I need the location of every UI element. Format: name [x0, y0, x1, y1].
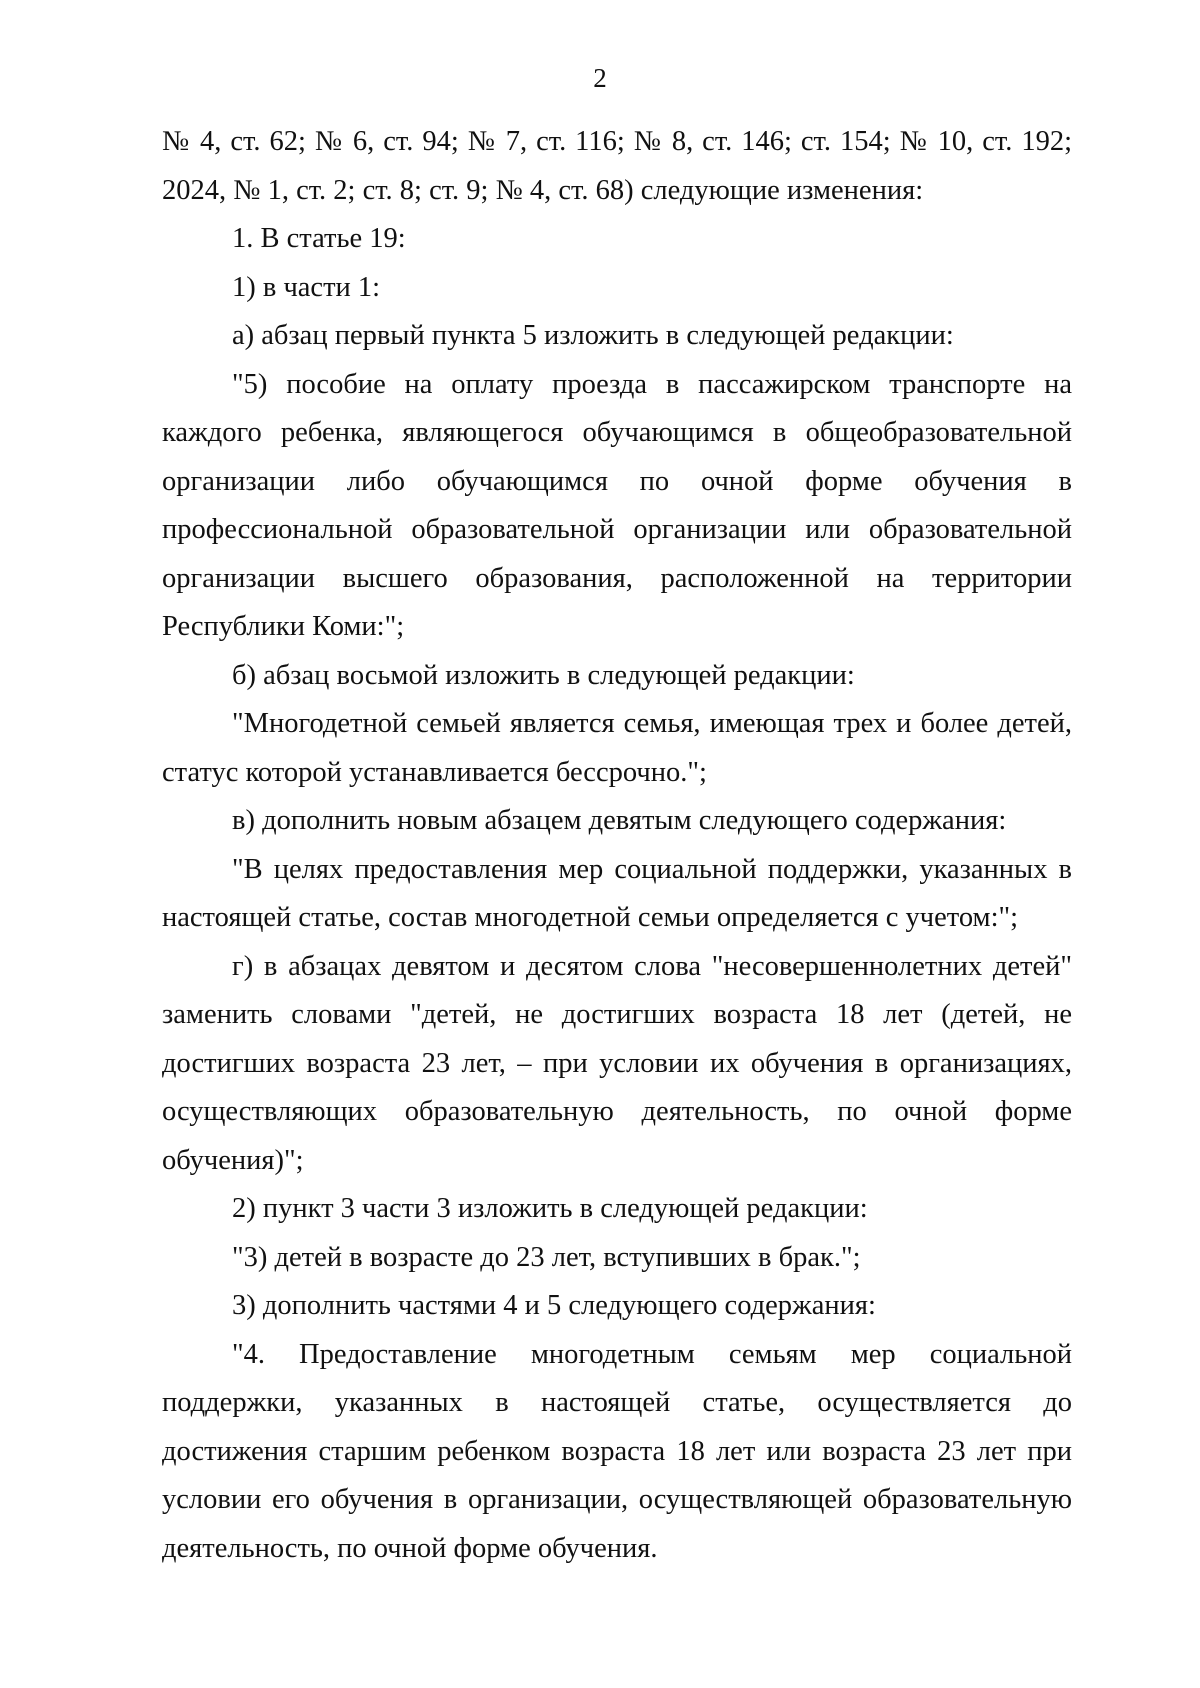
paragraph-legal-references: № 4, ст. 62; № 6, ст. 94; № 7, ст. 116; № 8, ст. 146; ст. 154; № 10, ст. 192; 2024, № 1, ст. 2; ст. 8; ст. 9; № 4, ст. 68) следующие изменения: [162, 126, 1072, 206]
paragraph-part-1: 1) в части 1: [232, 271, 381, 303]
document-body [162, 118, 1072, 1573]
page-number: 2 [593, 63, 607, 93]
paragraph-quoted-item-5: "5) пособие на оплату проезда в пассажирском транспорте на каждого ребенка, являющегося обучающимся в общеобразовательной организации либо обучающимся по очной форме обучения в профессиональной образовательной организации или образовательной организации высшего образования, расположенной на территории Республики Коми:"; [162, 368, 1072, 642]
paragraph-parts-4-5: 3) дополнить частями 4 и 5 следующего содержания: [232, 1290, 876, 1321]
paragraph-item-a: а) абзац первый пункта 5 изложить в следующей редакции: [232, 320, 954, 351]
paragraph-part-3-item-3: 2) пункт 3 части 3 изложить в следующей редакции: [232, 1193, 868, 1224]
paragraph-article-19: 1. В статье 19: [232, 223, 406, 254]
paragraph-quoted-part-4: "4. Предоставление многодетным семьям мер социальной поддержки, указанных в настоящей статье, осуществляется до достижения старшим ребенком возраста 18 лет или возраста 23 лет при условии его обучения в организации, осуществляющей образовательную деятельность, по очной форме обучения. [162, 1338, 1072, 1564]
paragraph-item-v: в) дополнить новым абзацем девятым следующего содержания: [232, 805, 1007, 836]
paragraph-item-b: б) абзац восьмой изложить в следующей редакции: [232, 659, 855, 691]
paragraph-quoted-item-3: "3) детей в возрасте до 23 лет, вступивших в брак."; [232, 1241, 861, 1273]
paragraph-item-g: г) в абзацах девятом и десятом слова "несовершеннолетних детей" заменить словами "детей, не достигших возраста 18 лет (детей, не достигших возраста 23 лет, – при условии их обучения в организациях, осуществляющих образовательную деятельность, по очной форме обучения)"; [162, 950, 1072, 1176]
paragraph-large-family-definition: "Многодетной семьей является семья, имеющая трех и более детей, статус которой устанавливается бессрочно."; [162, 708, 1072, 788]
paragraph-family-composition: "В целях предоставления мер социальной поддержки, указанных в настоящей статье, состав многодетной семьи определяется с учетом:"; [162, 853, 1072, 933]
